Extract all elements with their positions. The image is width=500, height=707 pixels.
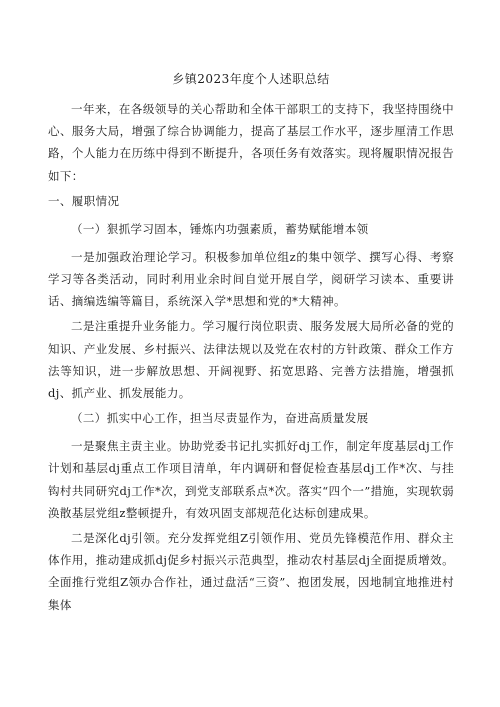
paragraph-main-duty: 一是聚焦主责主业。协助党委书记扎实抓好dj工作，制定年度基层dj工作计划和基层dj重点工作项目清单，年内调研和督促检查基层dj工作*次、与挂钩村共同研究dj工作*次，到党支部联系点*次。落实“四个一”措施，实现软弱涣散基层党组z整顿提升，有效巩固支部规范化达标创建成果。 — [48, 439, 454, 520]
section-heading-1: 一、履职情况 — [48, 193, 120, 208]
intro-paragraph: 一年来，在各级领导的关心帮助和全体干部职工的支持下，我坚持围绕中心、服务大局，增强了综合协调能力，提高了基层工作水平，逐步厘清工作思路，个人能力在历练中得到不断提升，各项任务有效落实。现将履职情况报告如下： — [48, 102, 454, 183]
document-title: 乡镇2023年度个人述职总结 — [172, 72, 330, 86]
paragraph-business-ability: 二是注重提升业务能力。学习履行岗位职责、服务发展大局所必备的党的知识、产业发展、乡村振兴、法律法规以及党在农村的方针政策、群众工作方法等知识，进一步解放思想、开阔视野、拓宽思路、完善方法措施，增强抓dj、抓产业、抓发展能力。 — [48, 319, 454, 401]
paragraph-political-study: 一是加强政治理论学习。积极参加单位组z的集中领学、撰写心得、考察学习等各类活动，同时利用业余时间自觉开展自学，阅研学习读本、重要讲话、摘编选编等篇目，系统深入学*思想和党的*大精神。 — [48, 249, 454, 309]
subsection-heading-2: （二）抓实中心工作，担当尽责显作为，奋进高质量发展 — [71, 411, 369, 426]
subsection-heading-1: （一）狠抓学习固本，锤炼内功强素质，蓄势赋能增本领 — [71, 221, 369, 236]
paragraph-party-leadership: 二是深化dj引领。充分发挥党组Z引领作用、党员先锋模范作用、群众主体作用，推动建成抓dj促乡村振兴示范典型，推动农村基层dj全面提质增效。全面推行党组Z领办合作社，通过盘活“三资”、抱团发展，因地制宜地推进村集体 — [48, 531, 454, 612]
